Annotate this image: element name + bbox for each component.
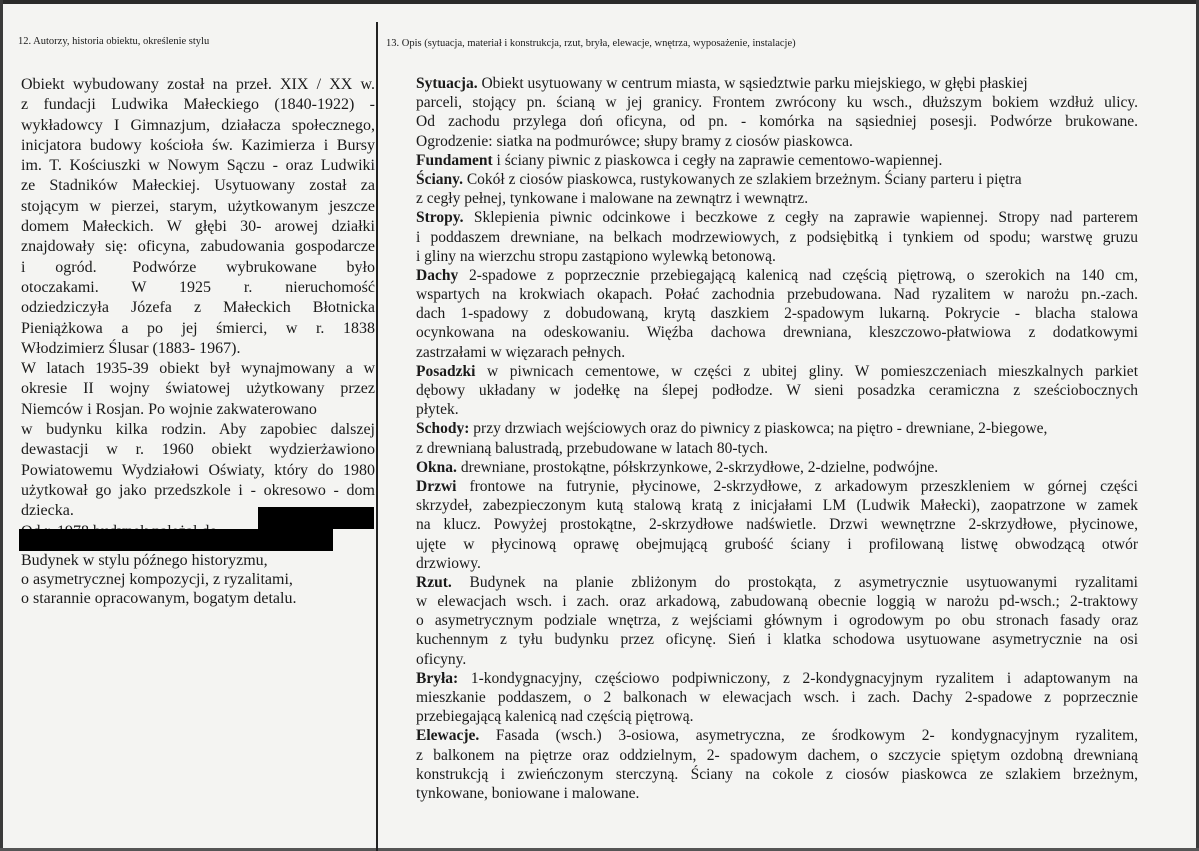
description-heading: Bryła: (416, 669, 459, 687)
description-text-span: o asymetrycznym podziale wnętrza, z wejściami głównym i ogrodowym po obu stronach fasady oraz (416, 612, 1138, 630)
history-line: im. T. Kościuszki w Nowym Sączu - oraz Ludwiki (21, 157, 375, 175)
description-text-span: dębowy układany w jodełkę na ślepej podłodze. W sieni posadzka ceramiczna z sześciobocznych (416, 382, 1138, 399)
description-line (416, 151, 1138, 170)
redaction-block (258, 507, 374, 529)
history-line: z fundacji Ludwika Małeckiego (1840-1922) - (21, 96, 375, 114)
style-line: Budynek w stylu późnego historyzmu, (21, 552, 268, 569)
description-line (416, 266, 1138, 285)
description-text-span: Fasada (wsch.) 3-osiowa, asymetryczna, ze środkowym 2- kondygnacyjnym ryzalitem, (479, 727, 1138, 745)
column-divider (376, 22, 378, 851)
description-text-span: przy drzwiach wejściowych oraz do piwnicy z piaskowca; na piętro - drewniane, 2-biegowe, (469, 420, 1048, 438)
history-line: Włodzimierz Ślusar (1883- 1967). (21, 339, 241, 357)
description-text-span: kuchennym z tyłu budynku przez oficynę. Sień i klatka schodowa usytuowane asymetrycznie na osi (416, 631, 1138, 649)
history-line: W latach 1935-39 obiekt był wynajmowany a w (21, 360, 375, 378)
description-line (416, 515, 1138, 534)
left-section-header: 12. Autorzy, historia obiektu, określenie stylu (18, 36, 210, 47)
description-heading: Ściany. (416, 170, 463, 188)
description-text-span: drzwiowy. (416, 554, 481, 572)
history-line: domem Małeckich. W głębi 30- arowej działki (21, 218, 375, 236)
description-text-span: 2-spadowe z poprzecznie przebiegającą kalenicą nad częścią piętrową, o szerokich na 140 cm, (458, 266, 1138, 284)
style-line: o starannie opracowanym, bogatym detalu. (21, 590, 297, 607)
description-text-span: konstrukcją i zwieńczonym sterczyną. Ściany na cokole z ciosów piaskowca ze szlakiem brzeżnym, (416, 765, 1138, 783)
description-heading: Drzwi (416, 477, 457, 495)
description-line (416, 419, 1138, 438)
style-description (21, 551, 296, 608)
history-line: Powiatowemu Wydziałowi Oświaty, który do 1980 (21, 461, 375, 479)
history-line: otoczakami. W 1925 r. nieruchomość (21, 278, 375, 296)
description-heading: Okna. (416, 458, 457, 476)
description-text-span: z balkonem na piętrze oraz oddzielnym, 2- spadowym dachem, o szczycie spiętym ozdobną drewnianą (416, 746, 1138, 764)
description-heading: Dachy (416, 266, 459, 284)
description-text-span: drewniane, prostokątne, półskrzynkowe, 2-skrzydłowe, 2-dzielne, podwójne. (456, 458, 939, 476)
history-line: ze Stadników Małeckiej. Usytuowany został za (21, 177, 375, 195)
history-text (21, 75, 375, 542)
description-text-span: ujęte w płycinową oprawę obejmującą grubość ściany i profilowaną listwę obwodzącą otwór (416, 535, 1138, 553)
history-line: stojącym w pierzei, starym, użytkowanym jeszcze (21, 197, 375, 215)
description-line (416, 208, 1138, 227)
description-text-span: i gliny na wierzchu stropu zastąpiono wylewką betonową. (416, 247, 776, 265)
scan-edge-left (0, 0, 3, 851)
description-text-span: przebiegającą kalenicą nad częścią piętrową. (416, 708, 694, 726)
redaction-block (19, 529, 333, 551)
description-text-span: zastrzałami w więzarach pełnych. (416, 343, 626, 361)
description-heading: Elewacje. (416, 727, 480, 745)
description-line (416, 400, 1138, 419)
description-line (416, 74, 1138, 93)
history-line: i ogród. Podwórze wybrukowane było (21, 258, 375, 276)
description-heading: Rzut. (416, 573, 452, 591)
description-line (416, 669, 1138, 688)
description-line (416, 132, 1138, 151)
description-line (416, 304, 1138, 323)
description-heading: Schody: (416, 420, 470, 438)
description-line (416, 228, 1138, 247)
description-text-span: ocynkowana na odeskowaniu. Więźba dachowa drewniana, kleszczowo-płatwiowa z dodatkowymi (416, 324, 1138, 342)
history-line: inicjatora budowy kościoła św. Kazimierza i Bursy (21, 136, 375, 154)
description-text-span: 1-kondygnacyjny, częściowo podpiwniczony, z 2-kondygnacyjnym ryzalitem i adaptowanym na (458, 669, 1138, 687)
style-line: o asymetrycznej kompozycji, z ryzalitami, (21, 571, 293, 588)
description-text-span: frontowe na futrynie, płycinowe, 2-skrzydłowe, z arkadowym przeszkleniem w górnej części (456, 477, 1138, 495)
description-line (416, 707, 1138, 726)
description-text-span: płytek. (416, 401, 459, 419)
description-line (416, 630, 1138, 649)
history-line: znajdowały się: oficyna, zabudowania gospodarcze (21, 238, 375, 256)
description-line (416, 611, 1138, 630)
history-line: Pieniążkowa a po jej śmierci, w r. 1838 (21, 319, 375, 337)
description-text-span: tynkowane, boniowane i malowane. (416, 784, 640, 802)
description-line (416, 189, 1138, 208)
description-text-span: Sklepienia piwnic odcinkowe i beczkowe z cegły na zaprawie wapiennej. Stropy nad parterem (463, 209, 1138, 227)
description-line (416, 170, 1138, 189)
history-line: Obiekt wybudowany został na przeł. XIX / XX w. (21, 76, 375, 93)
description-text-span: i ściany piwnic z piaskowca i cegły na zaprawie cementowo-wapiennej. (492, 151, 943, 169)
description-line (416, 93, 1138, 112)
description-heading: Stropy. (416, 209, 464, 227)
description-line (416, 285, 1138, 304)
history-line: w budynku kilka rodzin. Aby zapobiec dalszej (21, 421, 375, 439)
description-line (416, 496, 1138, 515)
description-heading: Posadzki (416, 362, 476, 380)
description-text-span: skrzydeł, zabezpieczonym kutą stalową kratą z inicjałami LM (Ludwik Małecki), zaopatrzone w zamek (416, 497, 1138, 515)
description-text-span: Cokół z ciosów piaskowca, rustykowanych ze szlakiem brzeżnym. Ściany parteru i piętra (462, 170, 1022, 188)
scan-edge-top (0, 0, 1199, 4)
history-line: dziecka. (21, 502, 74, 520)
history-line: wykładowcy I Gimnazjum, działacza społecznego, (21, 116, 375, 134)
description-line (416, 592, 1138, 611)
description-text (416, 74, 1138, 803)
description-text-span: mieszkanie poddaszem, o 2 balkonach w elewacjach wsch. i zach. Dachy 2-spadowe z poprzecznie (416, 689, 1138, 706)
description-line (416, 323, 1138, 342)
description-line (416, 726, 1138, 745)
description-line (416, 362, 1138, 381)
description-line (416, 688, 1138, 707)
description-heading: Sytuacja. (416, 75, 478, 92)
description-text-span: Ogrodzenie: siatka na podmurówce; słupy bramy z ciosów piaskowca. (416, 132, 853, 150)
right-section-header: 13. Opis (sytuacja, materiał i konstrukcja, rzut, bryła, elewacje, wnętrza, wyposażenie, instalacje) (386, 38, 796, 49)
description-text-span: dach 1-spadowy z dobudowaną, krytą daszkiem 2-spadowym lukarną. Pokrycie - blacha stalowa (416, 305, 1138, 323)
description-text-span: wspartych na krokwiach okapach. Połać zachodnia przebudowana. Nad ryzalitem w narożu pn.-zach. (416, 286, 1138, 304)
description-text-span: Od zachodu przylega doń oficyna, od pn. - komórka na sąsiedniej posesji. Podwórze brukowane. (416, 113, 1138, 131)
description-heading: Fundament (416, 151, 493, 169)
description-line (416, 343, 1138, 362)
description-text-span: z cegły pełnej, tynkowane i malowane na zewnątrz i wewnątrz. (416, 190, 809, 208)
description-text-span: parceli, stojący pn. ścianą w jej granicy. Frontem zwrócony ku wsch., dłuższym bokiem wzdłuż ulicy. (416, 94, 1138, 112)
description-text-span: na klucz. Powyżej prostokątne, 2-skrzydłowe nadświetle. Drzwi wewnętrzne 2-skrzydłowe, płycinowe, (416, 516, 1138, 534)
description-text-span: Obiekt usytuowany w centrum miasta, w sąsiedztwie parku miejskiego, w głębi płaskiej (477, 75, 1028, 92)
description-text-span: w piwnicach cementowe, w części z ubitej gliny. W pomieszczeniach mieszkalnych parkiet (475, 362, 1138, 380)
description-line (416, 477, 1138, 496)
description-line (416, 458, 1138, 477)
description-line (416, 573, 1138, 592)
history-line: okresie II wojny światowej użytkowany przez (21, 380, 375, 398)
history-line: odziedziczyła Józefa z Małeckich Błotnicka (21, 299, 375, 317)
description-text-span: Budynek na planie zbliżonym do prostokąta, z asymetrycznie usytuowanymi ryzalitami (451, 573, 1138, 591)
description-line (416, 112, 1138, 131)
description-line (416, 247, 1138, 266)
history-line: Niemców i Rosjan. Po wojnie zakwaterowano (21, 400, 317, 418)
description-text-span: i poddaszem drewniane, na belkach modrzewiowych, z podsiębitką i tynkiem od spodu; warstwę gruzu (416, 228, 1138, 246)
description-line (416, 765, 1138, 784)
description-line (416, 784, 1138, 803)
description-line (416, 381, 1138, 400)
description-line (416, 650, 1138, 669)
description-line (416, 554, 1138, 573)
description-text-span: w elewacjach wsch. i zach. oraz arkadową, zabudowaną obecnie loggią w narożu pd-wsch.; 2-traktowy (416, 593, 1138, 611)
history-line: dewastacji w r. 1960 obiekt wydzierżawiono (21, 441, 375, 459)
description-line (416, 746, 1138, 765)
description-line (416, 439, 1138, 458)
description-line (416, 535, 1138, 554)
description-text-span: z drewnianą balustradą, przebudowane w latach 80-tych. (416, 439, 769, 457)
description-text-span: oficyny. (416, 650, 467, 668)
history-line: użytkował go jako przedszkole i - okresowo - dom (21, 481, 375, 499)
